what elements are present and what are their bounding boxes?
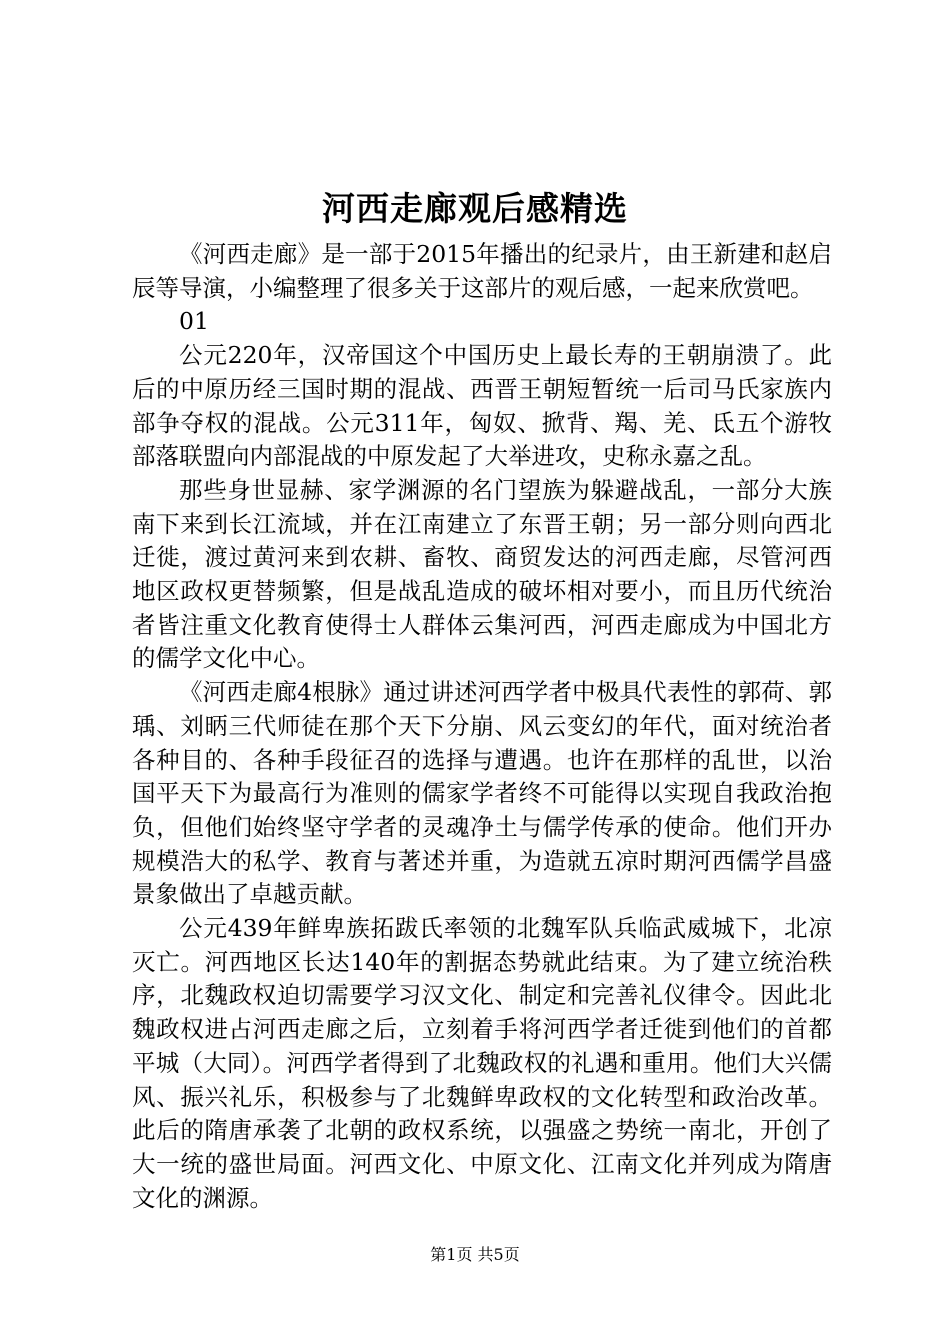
- paragraph-history: 公元220年，汉帝国这个中国历史上最长寿的王朝崩溃了。此后的中原历经三国时期的混战、西晋王朝短暂统一后司马氏家族内部争夺权的混战。公元311年，匈奴、掀背、羯、羌、氐五个游牧部落联盟向内部混战的中原发起了大举进攻，史称永嘉之乱。: [132, 341, 832, 471]
- document-title: 河西走廊观后感精选: [322, 189, 628, 228]
- section-number: 01: [179, 307, 209, 336]
- paragraph-northern-wei: 公元439年鲜卑族拓跋氏率领的北魏军队兵临武威城下，北凉灭亡。河西地区长达140年的割据态势就此结束。为了建立统治秩序，北魏政权迫切需要学习汉文化、制定和完善礼仪律令。因此北魏政权进占河西走廊之后，立刻着手将河西学者迁徙到他们的首都平城（大同）。河西学者得到了北魏政权的礼遇和重用。他们大兴儒风、振兴礼乐，积极参与了北魏鲜卑政权的文化转型和政治改革。此后的隋唐承袭了北朝的政权系统，以强盛之势统一南北，开创了大一统的盛世局面。河西文化、中原文化、江南文化并列成为隋唐文化的渊源。: [132, 914, 832, 1212]
- paragraph-migration: 那些身世显赫、家学渊源的名门望族为躲避战乱，一部分大族南下来到长江流域，并在江南建立了东晋王朝；另一部分则向西北迁徙，渡过黄河来到农耕、畜牧、商贸发达的河西走廊，尽管河西地区政权更替频繁，但是战乱造成的破坏相对要小，而且历代统治者皆注重文化教育使得士人群体云集河西，河西走廊成为中国北方的儒学文化中心。: [132, 475, 832, 673]
- paragraph-scholars: 《河西走廊4根脉》通过讲述河西学者中极具代表性的郭荷、郭瑀、刘昞三代师徒在那个天下分崩、风云变幻的年代，面对统治者各种目的、各种手段征召的选择与遭遇。也许在那样的乱世，以治国平天下为最高行为准则的儒家学者终不可能得以实现自我政治抱负，但他们始终坚守学者的灵魂净土与儒学传承的使命。他们开办规模浩大的私学、教育与著述并重，为造就五凉时期河西儒学昌盛景象做出了卓越贡献。: [132, 678, 832, 909]
- page-footer: 第1页 共5页: [430, 1245, 520, 1264]
- document-body: [132, 238, 832, 1215]
- paragraph-intro: 《河西走廊》是一部于2015年播出的纪录片，由王新建和赵启辰等导演，小编整理了很多关于这部片的观后感，一起来欣赏吧。: [132, 240, 832, 302]
